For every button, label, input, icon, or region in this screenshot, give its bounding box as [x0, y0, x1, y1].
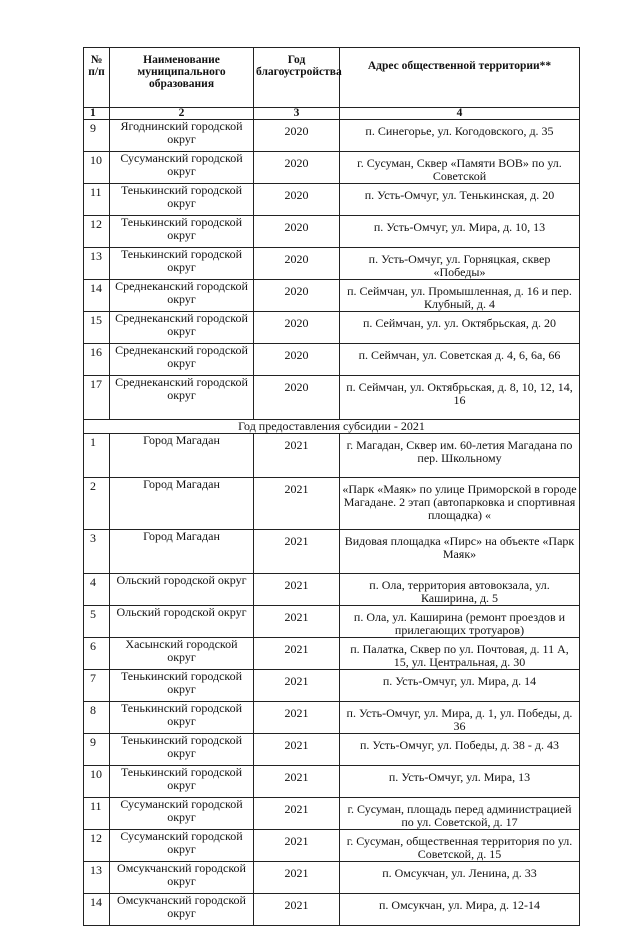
row-municipality: Город Магадан	[110, 434, 254, 478]
table-row	[84, 638, 580, 670]
row-municipality: Сусуманский городской округ	[110, 152, 254, 184]
row-municipality: Город Магадан	[110, 530, 254, 574]
row-year: 2020	[254, 248, 340, 280]
row-number: 2	[84, 478, 110, 530]
row-year: 2021	[254, 670, 340, 702]
row-municipality: Тенькинский городской округ	[110, 184, 254, 216]
table-row	[84, 376, 580, 420]
row-address: п. Сеймчан, ул. Промышленная, д. 16 и пер. Клубный, д. 4	[340, 280, 580, 312]
row-municipality: Тенькинский городской округ	[110, 734, 254, 766]
row-number: 8	[84, 702, 110, 734]
row-year: 2020	[254, 312, 340, 344]
territories-table	[83, 47, 580, 926]
table-row	[84, 606, 580, 638]
row-address: п. Усть-Омчуг, ул. Мира, 13	[340, 766, 580, 798]
table-row	[84, 216, 580, 248]
table-row	[84, 152, 580, 184]
row-year: 2020	[254, 152, 340, 184]
row-address: п. Усть-Омчуг, ул. Мира, д. 1, ул. Победы, д. 36	[340, 702, 580, 734]
row-municipality: Среднеканский городской округ	[110, 280, 254, 312]
row-municipality: Среднеканский городской округ	[110, 312, 254, 344]
row-number: 10	[84, 152, 110, 184]
row-address: п. Синегорье, ул. Когодовского, д. 35	[340, 120, 580, 152]
document-page	[83, 47, 579, 926]
row-year: 2021	[254, 798, 340, 830]
row-address: п. Омсукчан, ул. Ленина, д. 33	[340, 862, 580, 894]
row-year: 2021	[254, 606, 340, 638]
row-address: Видовая площадка «Пирс» на объекте «Парк Маяк»	[340, 530, 580, 574]
row-municipality: Сусуманский городской округ	[110, 798, 254, 830]
table-row	[84, 862, 580, 894]
row-address: п. Усть-Омчуг, ул. Тенькинская, д. 20	[340, 184, 580, 216]
row-number: 9	[84, 734, 110, 766]
table-row	[84, 280, 580, 312]
row-year: 2020	[254, 376, 340, 420]
row-municipality: Тенькинский городской округ	[110, 766, 254, 798]
row-municipality: Хасынский городской округ	[110, 638, 254, 670]
row-municipality: Город Магадан	[110, 478, 254, 530]
column-number: 1	[84, 108, 110, 120]
row-number: 13	[84, 862, 110, 894]
row-number: 10	[84, 766, 110, 798]
row-number: 13	[84, 248, 110, 280]
row-municipality: Ольский городской округ	[110, 574, 254, 606]
table-row	[84, 702, 580, 734]
table-row	[84, 574, 580, 606]
table-row	[84, 184, 580, 216]
row-address: п. Сеймчан, ул. Советская д. 4, 6, 6а, 66	[340, 344, 580, 376]
row-year: 2021	[254, 830, 340, 862]
row-number: 9	[84, 120, 110, 152]
row-number: 1	[84, 434, 110, 478]
row-municipality: Тенькинский городской округ	[110, 670, 254, 702]
row-number: 3	[84, 530, 110, 574]
row-municipality: Тенькинский городской округ	[110, 248, 254, 280]
row-year: 2020	[254, 184, 340, 216]
row-address: п. Сеймчан, ул. ул. Октябрьская, д. 20	[340, 312, 580, 344]
table-row	[84, 670, 580, 702]
header-num: № п/п	[84, 48, 110, 108]
section-row	[84, 420, 580, 434]
column-number: 2	[110, 108, 254, 120]
row-municipality: Омсукчанский городской округ	[110, 862, 254, 894]
row-address: г. Сусуман, общественная территория по ул. Советской, д. 15	[340, 830, 580, 862]
table-row	[84, 344, 580, 376]
row-year: 2021	[254, 734, 340, 766]
section-title: Год предоставления субсидии - 2021	[84, 420, 580, 434]
row-municipality: Среднеканский городской округ	[110, 376, 254, 420]
header-year: Год благоустройства	[254, 48, 340, 108]
row-number: 11	[84, 798, 110, 830]
row-number: 7	[84, 670, 110, 702]
row-number: 17	[84, 376, 110, 420]
header-municipality: Наименование муниципального образования	[110, 48, 254, 108]
table-row	[84, 734, 580, 766]
row-address: п. Усть-Омчуг, ул. Мира, д. 14	[340, 670, 580, 702]
row-year: 2021	[254, 862, 340, 894]
row-year: 2021	[254, 766, 340, 798]
row-address: п. Палатка, Сквер по ул. Почтовая, д. 11 А, 15, ул. Центральная, д. 30	[340, 638, 580, 670]
row-address: «Парк «Маяк» по улице Приморской в городе Магадане. 2 этап (автопарковка и спортивная площадка) «	[340, 478, 580, 530]
table-row	[84, 478, 580, 530]
table-row	[84, 766, 580, 798]
row-year: 2021	[254, 574, 340, 606]
header-address: Адрес общественной территории**	[340, 48, 580, 108]
row-number: 6	[84, 638, 110, 670]
row-municipality: Сусуманский городской округ	[110, 830, 254, 862]
row-municipality: Омсукчанский городской округ	[110, 894, 254, 926]
row-number: 12	[84, 216, 110, 248]
row-address: п. Усть-Омчуг, ул. Горняцкая, сквер «Победы»	[340, 248, 580, 280]
row-municipality: Среднеканский городской округ	[110, 344, 254, 376]
row-address: п. Ола, территория автовокзала, ул. Каширина, д. 5	[340, 574, 580, 606]
table-row	[84, 312, 580, 344]
table-row	[84, 830, 580, 862]
table-row	[84, 120, 580, 152]
row-year: 2021	[254, 434, 340, 478]
row-year: 2021	[254, 530, 340, 574]
table-row	[84, 530, 580, 574]
row-year: 2020	[254, 216, 340, 248]
table-row	[84, 798, 580, 830]
row-number: 16	[84, 344, 110, 376]
row-address: п. Усть-Омчуг, ул. Мира, д. 10, 13	[340, 216, 580, 248]
row-address: п. Сеймчан, ул. Октябрьская, д. 8, 10, 12, 14, 16	[340, 376, 580, 420]
column-number: 3	[254, 108, 340, 120]
row-number: 12	[84, 830, 110, 862]
column-numbers-row	[84, 108, 580, 120]
row-year: 2021	[254, 638, 340, 670]
table-row	[84, 248, 580, 280]
row-municipality: Тенькинский городской округ	[110, 702, 254, 734]
row-number: 14	[84, 894, 110, 926]
row-year: 2020	[254, 344, 340, 376]
row-number: 11	[84, 184, 110, 216]
row-address: п. Омсукчан, ул. Мира, д. 12-14	[340, 894, 580, 926]
row-number: 14	[84, 280, 110, 312]
row-year: 2020	[254, 280, 340, 312]
row-address: г. Магадан, Сквер им. 60-летия Магадана по пер. Школьному	[340, 434, 580, 478]
row-municipality: Ольский городской округ	[110, 606, 254, 638]
table-row	[84, 434, 580, 478]
row-address: г. Сусуман, площадь перед администрацией по ул. Советской, д. 17	[340, 798, 580, 830]
row-address: г. Сусуман, Сквер «Памяти ВОВ» по ул. Советской	[340, 152, 580, 184]
row-address: п. Усть-Омчуг, ул. Победы, д. 38 - д. 43	[340, 734, 580, 766]
row-year: 2021	[254, 478, 340, 530]
row-number: 15	[84, 312, 110, 344]
row-address: п. Ола, ул. Каширина (ремонт проездов и прилегающих тротуаров)	[340, 606, 580, 638]
row-year: 2021	[254, 894, 340, 926]
row-year: 2020	[254, 120, 340, 152]
row-number: 4	[84, 574, 110, 606]
table-row	[84, 894, 580, 926]
table-header-row	[84, 48, 580, 108]
row-year: 2021	[254, 702, 340, 734]
row-municipality: Тенькинский городской округ	[110, 216, 254, 248]
row-municipality: Ягоднинский городской округ	[110, 120, 254, 152]
row-number: 5	[84, 606, 110, 638]
column-number: 4	[340, 108, 580, 120]
